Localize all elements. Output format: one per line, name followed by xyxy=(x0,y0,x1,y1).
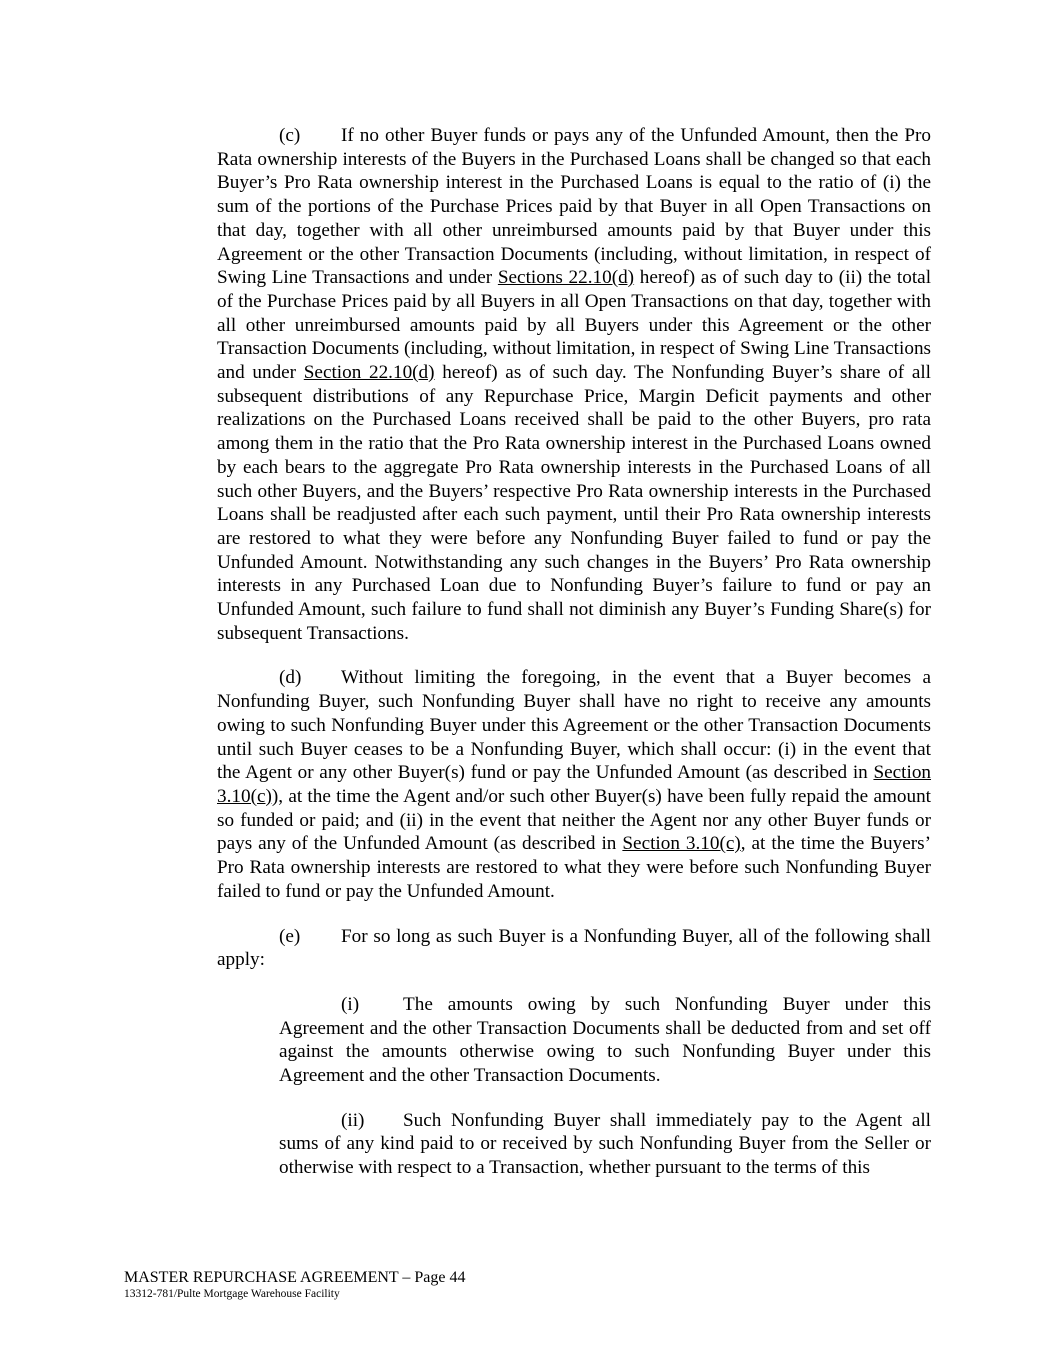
paragraph-c-label: (c) xyxy=(279,125,301,146)
footer-reference: 13312-781/Pulte Mortgage Warehouse Facility xyxy=(124,1288,340,1300)
paragraph-d-text-3: , at the time the Buyers’ Pro Rata ownership interests are restored to what they were before such Nonfunding Buyer failed to fund or pay the Unfunded Amount. xyxy=(217,833,931,902)
paragraph-e xyxy=(217,925,931,972)
paragraph-d-label: (d) xyxy=(279,667,302,689)
paragraph-c-text-1: If no other Buyer funds or pays any of the Unfunded Amount, then the Pro Rata ownership interests of the Buyers in the Purchased Loans shall be changed so that each Buyer’s Pro Rata ownership interest in the Purchased Loans is equal to the ratio of (i) the sum of the portions of the Purchase Prices paid by that Buyer in all Open Transactions on that day, together with all other unreimbursed amounts paid by that Buyer under this Agreement or the other Transaction Documents (including, without limitation, in respect of Swing Line Transactions and under xyxy=(217,125,931,289)
document-body xyxy=(217,124,931,1180)
section-3-10-c-reference-1[interactable]: Section 3.10(c) xyxy=(217,762,932,807)
subparagraph-ii-label: (ii) xyxy=(341,1109,365,1131)
paragraph-e-label: (e) xyxy=(279,925,301,947)
page-footer xyxy=(124,1268,466,1301)
subparagraph-i xyxy=(279,993,931,1088)
paragraph-c-text-2: hereof) as of such day to (ii) the total of the Purchase Prices paid by all Buyers in all Open Transactions on that day, together with all other unreimbursed amounts paid by all Buyers under this Agreement or the other Transaction Documents (including, without limitation, in respect of Swing Line Transactions and under xyxy=(217,267,932,384)
paragraph-d xyxy=(217,666,931,903)
section-22-10-d-reference-1[interactable]: Sections 22.10(d) xyxy=(497,267,635,289)
paragraph-e-text: For so long as such Buyer is a Nonfunding Buyer, all of the following shall apply: xyxy=(217,925,931,971)
paragraph-c-text-3: hereof) as of such day. The Nonfunding Buyer’s share of all subsequent distributions of any Repurchase Price, Margin Deficit payments and other realizations on the Purchased Loans received shall be paid to the other Buyers, pro rata among them in the ratio that the Pro Rata ownership interest in the Purchased Loans owned by each bears to the aggregate Pro Rata ownership interests in the Purchased Loans of all such other Buyers, and the Buyers’ respective Pro Rata ownership interests in the Purchased Loans shall be readjusted after each such payment, until their Pro Rata ownership interests are restored to what they were before any Nonfunding Buyer failed to fund or pay the Unfunded Amount. Notwithstanding any such changes in the Buyers’ Pro Rata ownership interests in any Purchased Loan due to Nonfunding Buyer’s failure to fund or pay an Unfunded Amount, such failure to fund shall not diminish any Buyer’s Funding Share(s) for subsequent Transactions. xyxy=(217,362,932,644)
subparagraph-i-text: The amounts owing by such Nonfunding Buyer under this Agreement and the other Transaction Documents shall be deducted from and set off against the amounts otherwise owing to such Nonfunding Buyer under this Agreement and the other Transaction Documents. xyxy=(279,993,931,1087)
subparagraph-ii xyxy=(279,1109,931,1180)
subparagraph-ii-text: Such Nonfunding Buyer shall immediately pay to the Agent all sums of any kind paid to or received by such Nonfunding Buyer from the Seller or otherwise with respect to a Transaction, whether pursuant to the terms of this xyxy=(279,1109,931,1179)
footer-title: MASTER REPURCHASE AGREEMENT – Page 44 xyxy=(124,1269,466,1286)
paragraph-c xyxy=(217,124,931,645)
section-3-10-c-reference-2[interactable]: Section 3.10(c) xyxy=(622,833,741,855)
paragraph-d-text-2: ), at the time the Agent and/or such other Buyer(s) have been fully repaid the amount so funded or paid; and (ii) in the event that neither the Agent nor any other Buyer funds or pays any of the Unfunded Amount (as described in xyxy=(217,785,931,855)
paragraph-d-text-1: Without limiting the foregoing, in the event that a Buyer becomes a Nonfunding Buyer, such Nonfunding Buyer shall have no right to receive any amounts owing to such Nonfunding Buyer under this Agreement or the other Transaction Documents until such Buyer ceases to be a Nonfunding Buyer, which shall occur: (i) in the event that the Agent or any other Buyer(s) fund or pay the Unfunded Amount (as described in xyxy=(217,667,931,784)
section-22-10-d-reference-2[interactable]: Section 22.10(d) xyxy=(303,362,435,384)
subparagraph-i-label: (i) xyxy=(341,993,360,1015)
